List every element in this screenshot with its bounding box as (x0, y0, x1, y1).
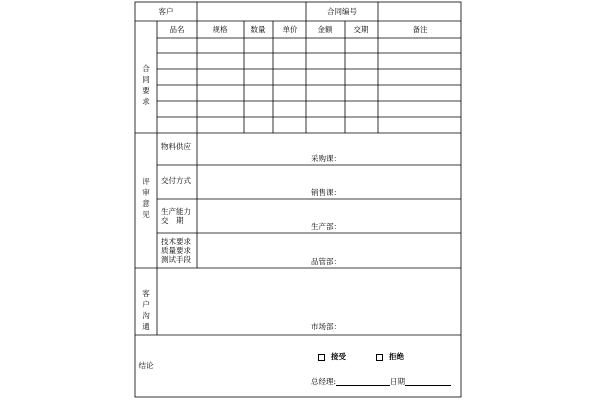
contract-requirements-section-label: 合同要求 (142, 64, 150, 106)
review-row-label-delivery-method: 交付方式 (161, 176, 191, 185)
communication-signer-marketing: 市场部： (311, 322, 341, 331)
review-row-label-capacity: 生产能力 交 期 (161, 207, 191, 225)
column-header-quantity: 数量 (250, 25, 266, 34)
column-header-specification: 规格 (212, 25, 228, 34)
manager-signature-field[interactable] (336, 377, 390, 386)
reject-label: 拒绝 (389, 352, 404, 361)
conclusion-section-label: 结论 (138, 361, 154, 370)
accept-option[interactable] (318, 352, 346, 361)
date-label: 日期 (390, 377, 406, 386)
column-header-product-name: 品名 (169, 25, 185, 34)
reject-checkbox[interactable] (376, 354, 383, 361)
manager-signature-line (311, 377, 451, 386)
review-signer-quality: 品管部： (311, 257, 341, 266)
contract-number-label: 合同编号 (327, 7, 357, 16)
column-header-unit-price: 单价 (282, 25, 298, 34)
review-signer-production: 生产部： (311, 222, 341, 231)
review-opinion-section-label: 评审意见 (142, 177, 150, 219)
review-signer-purchasing: 采购课： (311, 154, 341, 163)
column-header-delivery-date: 交期 (353, 25, 369, 34)
column-header-amount: 金额 (317, 25, 333, 34)
manager-label: 总经理: (311, 377, 337, 386)
customer-communication-section-label: 客户沟通 (142, 289, 150, 331)
review-row-label-technical: 技术要求 质量要求 测试手段 (161, 237, 191, 264)
reject-option[interactable] (376, 352, 404, 361)
review-row-label-material-supply: 物料供应 (161, 142, 191, 151)
accept-checkbox[interactable] (318, 354, 325, 361)
accept-label: 接受 (331, 352, 346, 361)
column-header-remarks: 备注 (412, 25, 428, 34)
review-signer-sales: 销售课： (311, 188, 341, 197)
date-field[interactable] (405, 377, 451, 386)
customer-label: 客户 (158, 7, 174, 16)
